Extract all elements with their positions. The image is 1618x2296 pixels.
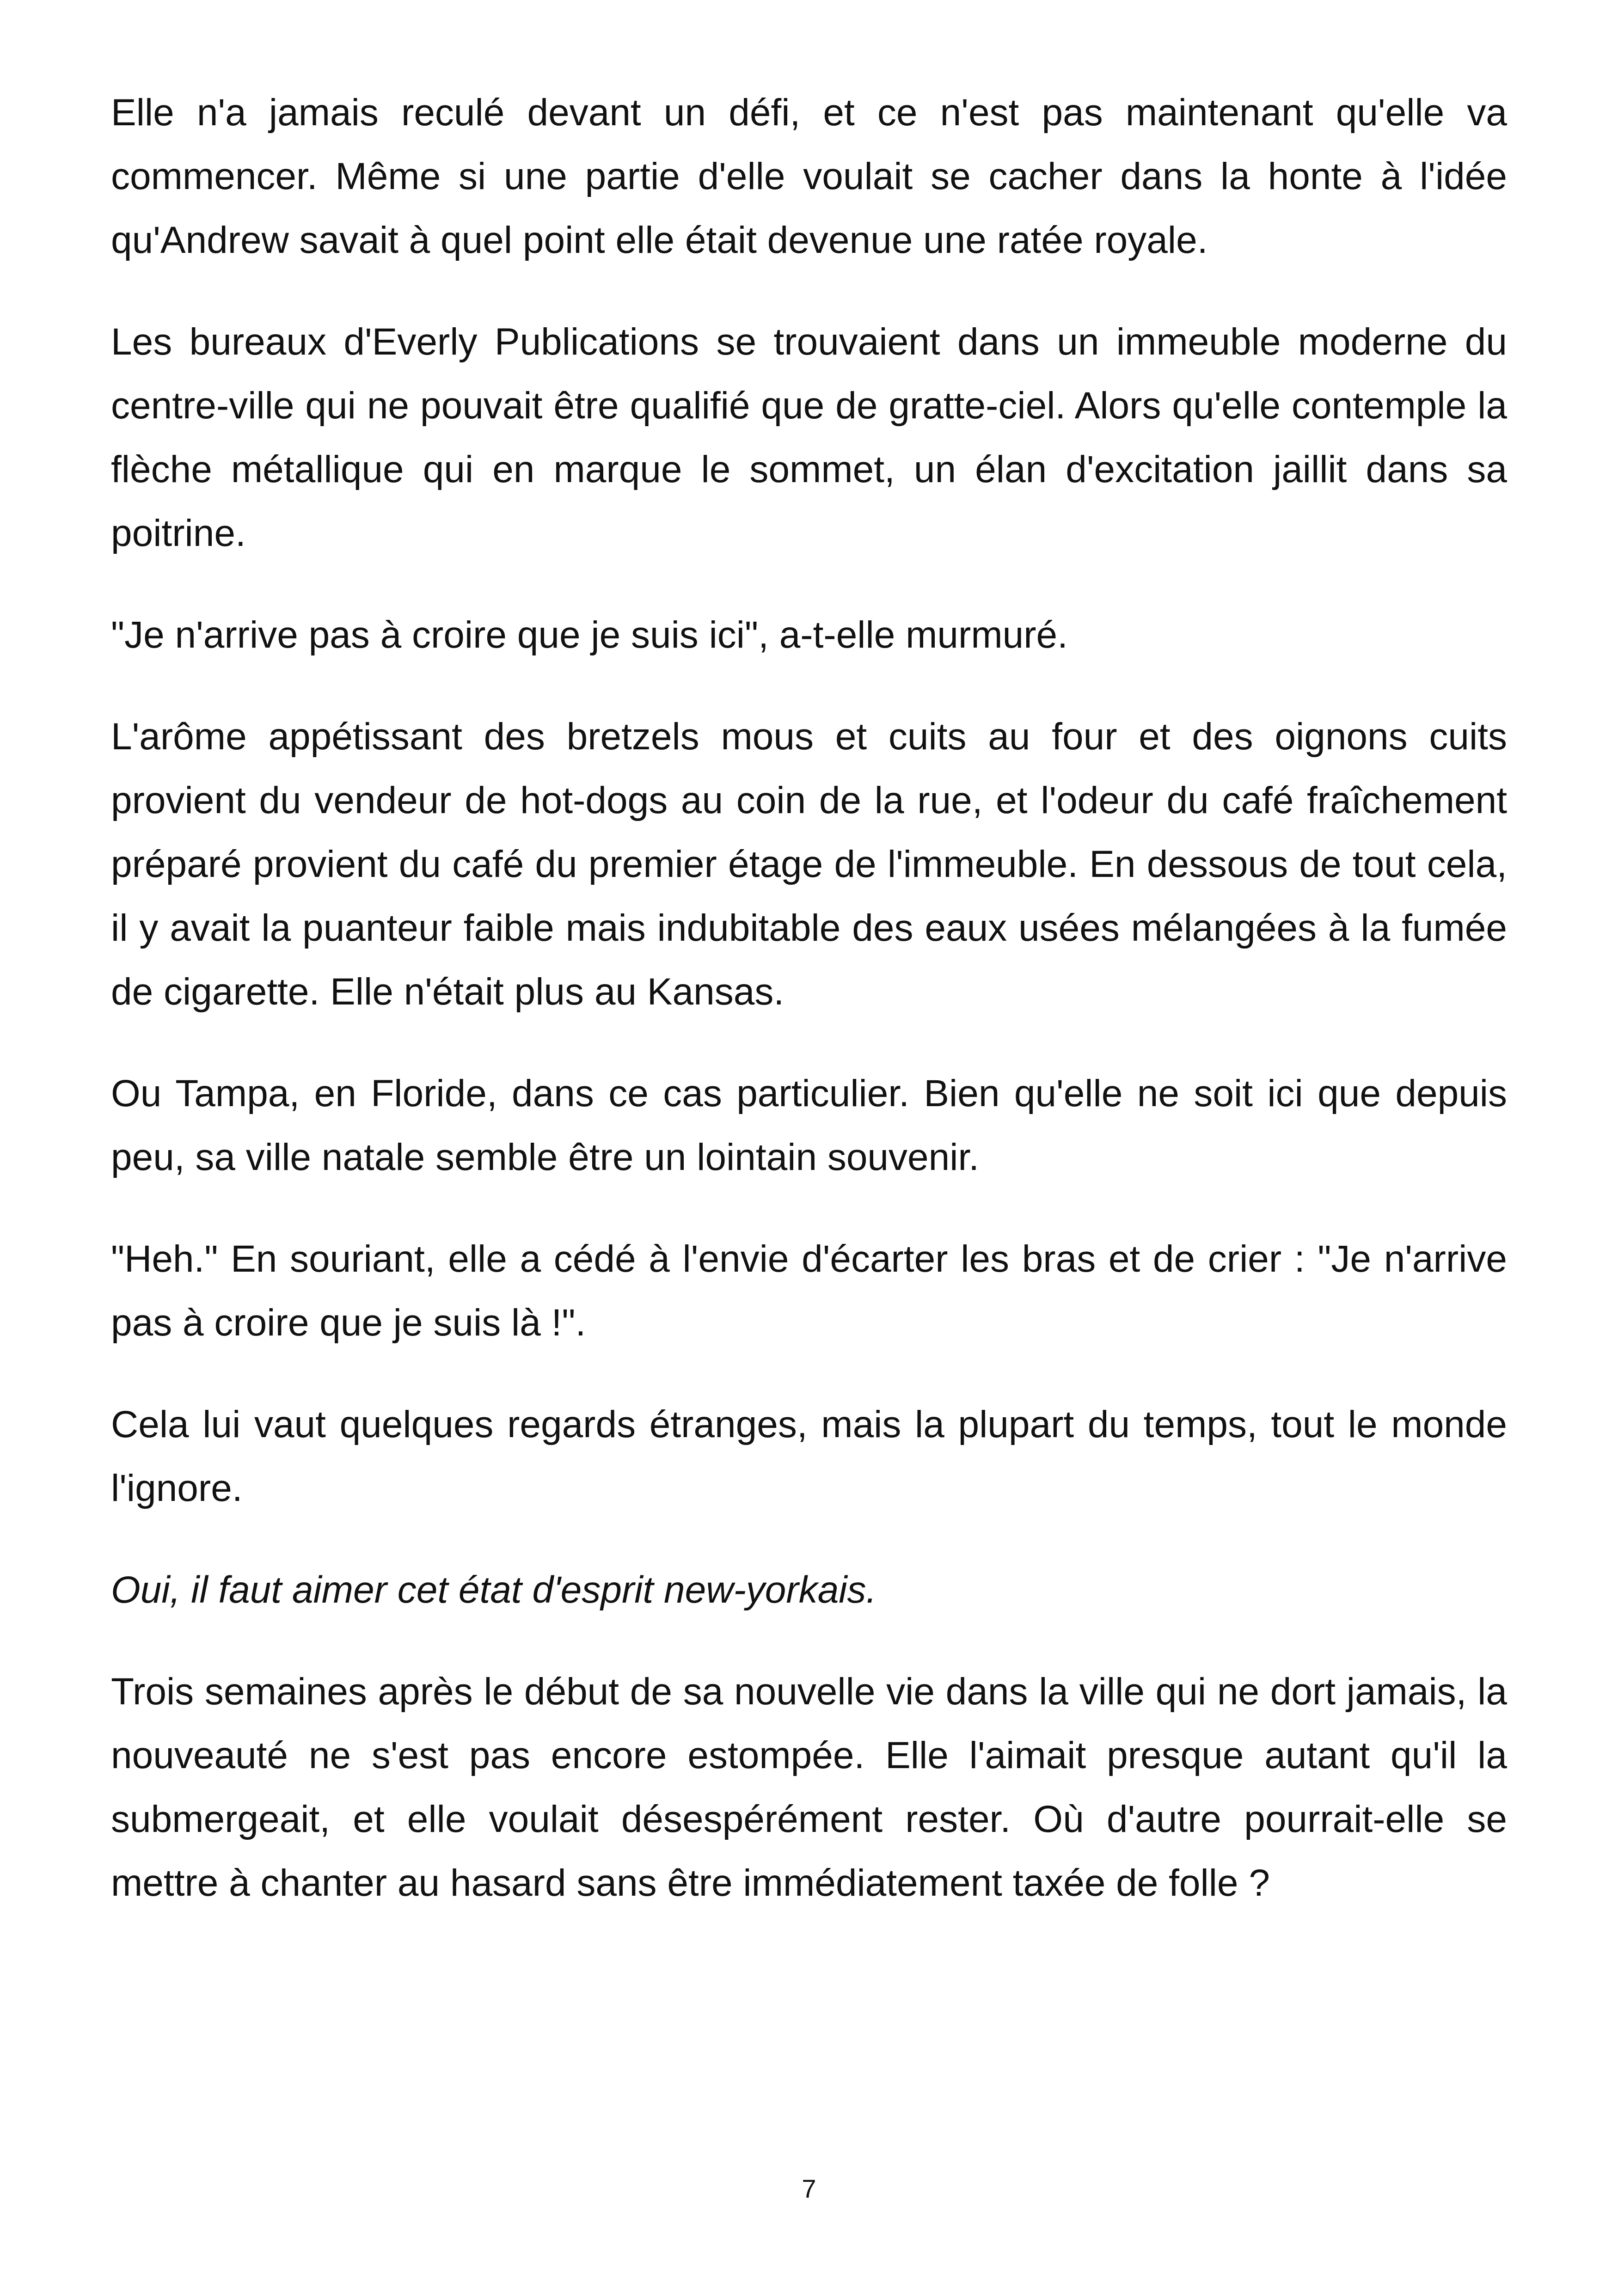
paragraph-5: Ou Tampa, en Floride, dans ce cas particulier. Bien qu'elle ne soit ici que depuis peu, sa ville natale semble être un lointain souvenir.: [111, 1072, 1507, 1178]
paragraph-7: Cela lui vaut quelques regards étranges, mais la plupart du temps, tout le monde l'ignore.: [111, 1403, 1507, 1509]
paragraph-3: "Je n'arrive pas à croire que je suis ici", a-t-elle murmuré.: [111, 614, 1068, 656]
paragraph-1: Elle n'a jamais reculé devant un défi, et ce n'est pas maintenant qu'elle va commencer. Même si une partie d'elle voulait se cacher dans la honte à l'idée qu'Andrew savait à quel point elle était devenue une ratée royale.: [111, 92, 1507, 261]
paragraph-6: "Heh." En souriant, elle a cédé à l'envie d'écarter les bras et de crier : "Je n'arrive pas à croire que je suis là !".: [111, 1238, 1507, 1344]
body-text: [111, 81, 1507, 1953]
paragraph-9: Trois semaines après le début de sa nouvelle vie dans la ville qui ne dort jamais, la nouveauté ne s'est pas encore estompée. Elle l'aimait presque autant qu'il la submergeait, et elle voulait désespérément rester. Où d'autre pourrait-elle se mettre à chanter au hasard sans être immédiatement taxée de folle ?: [111, 1671, 1507, 1904]
paragraph-2: Les bureaux d'Everly Publications se trouvaient dans un immeuble moderne du centre-ville qui ne pouvait être qualifié que de gratte-ciel. Alors qu'elle contemple la flèche métallique qui en marque le sommet, un élan d'excitation jaillit dans sa poitrine.: [111, 321, 1507, 554]
paragraph-8-italic: Oui, il faut aimer cet état d'esprit new-yorkais.: [111, 1569, 877, 1611]
paragraph-4: L'arôme appétissant des bretzels mous et cuits au four et des oignons cuits provient du vendeur de hot-dogs au coin de la rue, et l'odeur du café fraîchement préparé provient du café du premier étage de l'immeuble. En dessous de tout cela, il y avait la puanteur faible mais indubitable des eaux usées mélangées à la fumée de cigarette. Elle n'était plus au Kansas.: [111, 716, 1507, 1013]
page-number: 7: [802, 2174, 816, 2203]
